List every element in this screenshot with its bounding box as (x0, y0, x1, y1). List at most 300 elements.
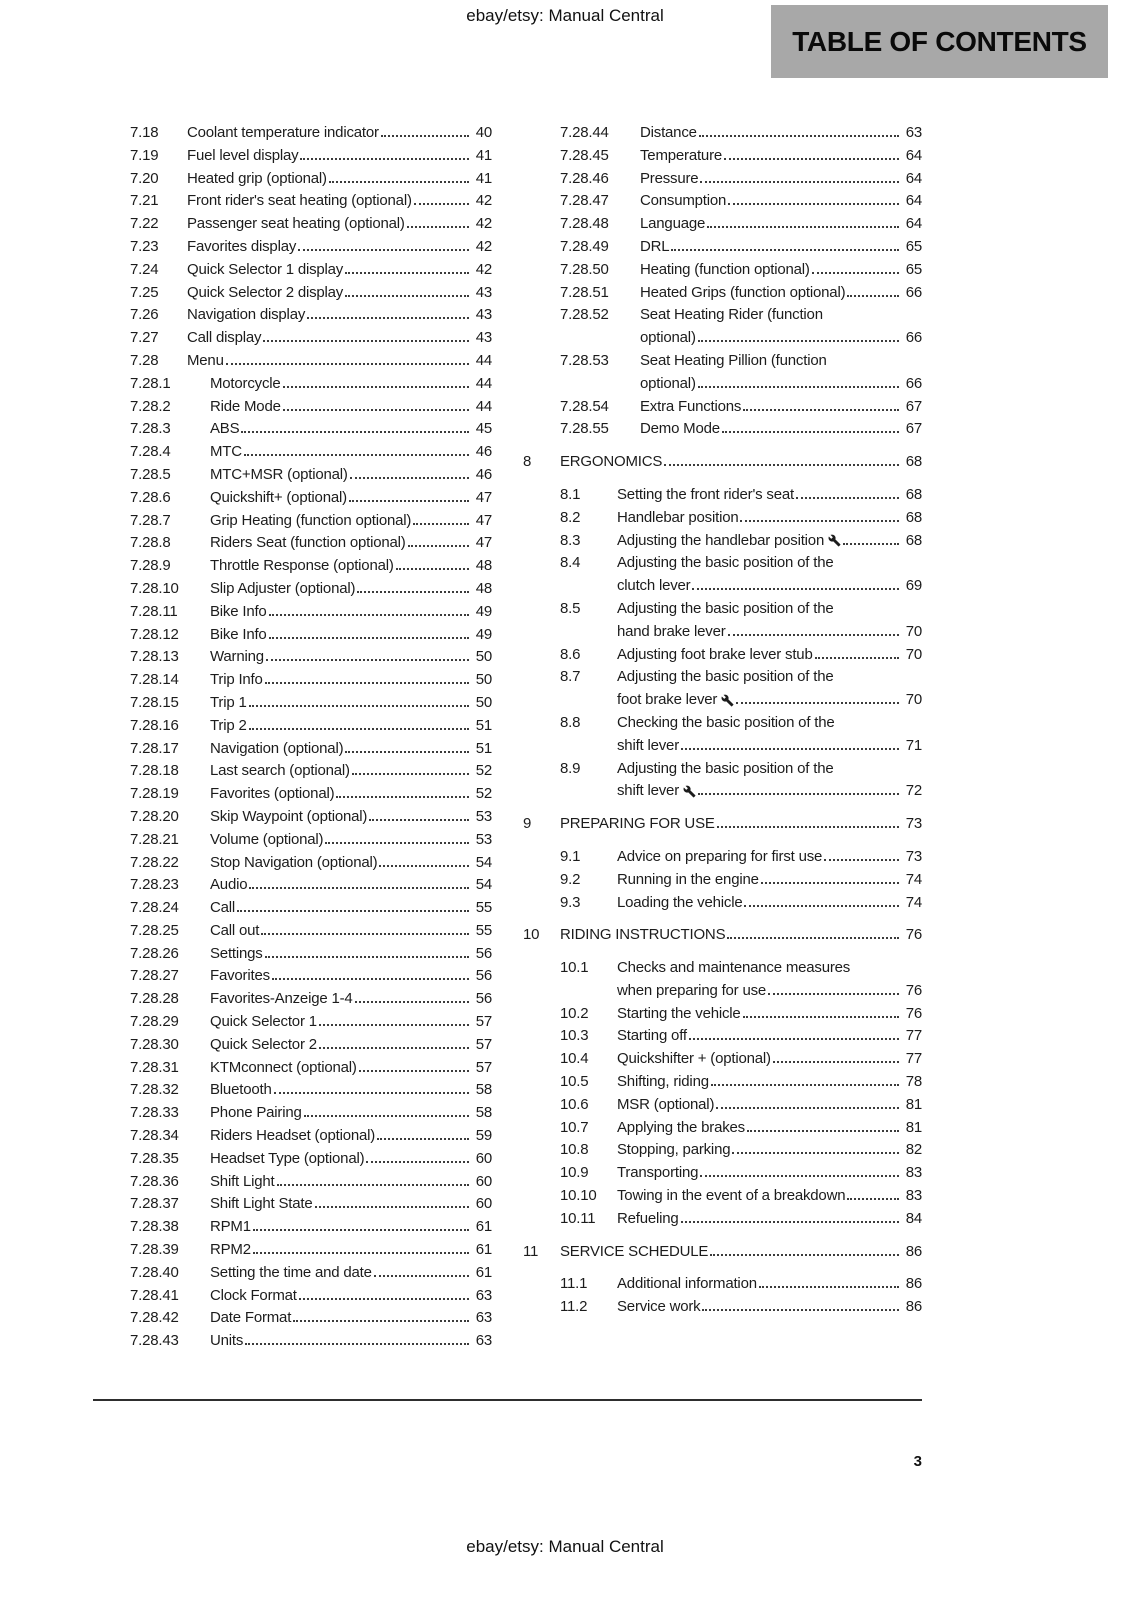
toc-entry-last-line (560, 813, 922, 836)
toc-entry-number: 7.28.32 (130, 1081, 179, 1099)
toc-entry-last-line (210, 1171, 492, 1194)
toc-entry-page: 47 (475, 534, 492, 552)
toc-entry-body (560, 1241, 922, 1264)
toc-entry-page: 49 (475, 625, 492, 643)
toc-entry-last-line (640, 145, 922, 168)
toc-entry (560, 1094, 922, 1117)
toc-entry-number: 7.28 (130, 351, 159, 369)
toc-entry-body (210, 715, 492, 738)
toc-entry (560, 213, 922, 236)
toc-entry-page: 42 (475, 215, 492, 233)
leader-dots (299, 1296, 469, 1300)
toc-entry-title: Running in the engine (617, 870, 759, 888)
toc-entry-number: 7.28.38 (130, 1218, 179, 1236)
leader-dots (847, 293, 899, 297)
toc-entry-number: 7.19 (130, 146, 159, 164)
toc-entry-number: 9 (523, 815, 532, 833)
toc-entry-number: 11.1 (560, 1275, 588, 1293)
toc-entry-body (210, 624, 492, 647)
toc-entry-last-line (617, 1139, 922, 1162)
leader-dots (717, 824, 899, 828)
toc-entry-title-line: Seat Heating Pillion (function (640, 351, 827, 369)
toc-entry-number: 8.3 (560, 531, 581, 549)
toc-entry-number: 7.28.45 (560, 146, 609, 164)
toc-entry-body (210, 373, 492, 396)
leader-dots (824, 857, 899, 861)
toc-entry-title: Navigation (optional) (210, 739, 344, 757)
toc-entry-page: 58 (475, 1104, 492, 1122)
toc-entry-title: SERVICE SCHEDULE (560, 1242, 709, 1260)
toc-entry-last-line (617, 1162, 922, 1185)
toc-entry (130, 1216, 492, 1239)
toc-entry-page: 76 (905, 981, 922, 999)
toc-entry-title: Language (640, 215, 706, 233)
toc-entry-page: 48 (475, 579, 492, 597)
leader-dots (699, 133, 899, 137)
toc-entry-number: 7.28.7 (130, 511, 171, 529)
toc-entry (560, 1025, 922, 1048)
toc-entry-last-line (187, 145, 492, 168)
toc-entry (130, 373, 492, 396)
toc-entry-title: hand brake lever (617, 622, 726, 640)
toc-entry-page: 76 (905, 1004, 922, 1022)
toc-entry-page: 61 (475, 1241, 492, 1259)
toc-entry-number: 11.2 (560, 1298, 588, 1316)
toc-entry-page: 54 (475, 853, 492, 871)
toc-entry-last-line (210, 715, 492, 738)
toc-entry-number: 11 (523, 1242, 539, 1260)
toc-entry (560, 957, 922, 1003)
toc-entry-body (210, 555, 492, 578)
toc-entry-title: Settings (210, 944, 263, 962)
leader-dots (357, 589, 469, 593)
toc-entry-page: 47 (475, 488, 492, 506)
toc-entry-page: 60 (475, 1195, 492, 1213)
toc-entry-body (617, 1117, 922, 1140)
toc-entry-title: Grip Heating (function optional) (210, 511, 412, 529)
toc-entry-last-line (210, 1148, 492, 1171)
leader-dots (736, 700, 899, 704)
toc-entry-last-line (187, 236, 492, 259)
toc-entry-title: Throttle Response (optional) (210, 557, 394, 575)
toc-entry (560, 304, 922, 350)
toc-entry-page: 68 (905, 485, 922, 503)
toc-entry-body (640, 190, 922, 213)
toc-entry-last-line (617, 846, 922, 869)
toc-entry-body (210, 1171, 492, 1194)
leader-dots (407, 224, 469, 228)
toc-entry-body (210, 692, 492, 715)
footer-rule (93, 1399, 922, 1401)
toc-entry-number: 10.9 (560, 1164, 589, 1182)
leader-dots (681, 746, 899, 750)
toc-entry-last-line (210, 1330, 492, 1353)
toc-entry-last-line (617, 575, 922, 598)
toc-entry-last-line (617, 735, 922, 758)
toc-entry (130, 282, 492, 305)
toc-entry-body (617, 846, 922, 869)
toc-entry-last-line (210, 988, 492, 1011)
toc-entry-page: 81 (905, 1118, 922, 1136)
toc-entry-number: 7.28.26 (130, 944, 179, 962)
toc-entry-page: 54 (475, 876, 492, 894)
toc-entry-body (187, 327, 492, 350)
toc-entry-page: 52 (475, 785, 492, 803)
toc-entry (560, 1273, 922, 1296)
toc-entry-page: 47 (475, 511, 492, 529)
leader-dots (249, 885, 469, 889)
toc-entry-last-line (617, 1185, 922, 1208)
toc-entry (130, 418, 492, 441)
toc-entry-body (210, 1216, 492, 1239)
toc-entry-body (640, 145, 922, 168)
toc-entry-last-line (210, 1262, 492, 1285)
toc-entry-title: Favorites-Anzeige 1-4 (210, 990, 353, 1008)
toc-entry-number: 7.28.50 (560, 260, 609, 278)
leader-dots (366, 1159, 469, 1163)
toc-entry-last-line (210, 669, 492, 692)
leader-dots (272, 976, 469, 980)
toc-entry-page: 84 (905, 1209, 922, 1227)
toc-entry-body (617, 552, 922, 598)
toc-entry-last-line (210, 920, 492, 943)
toc-entry-number: 10.6 (560, 1095, 589, 1113)
toc-entry-number: 8.4 (560, 554, 581, 572)
leader-dots (265, 680, 469, 684)
toc-entry-page: 56 (475, 967, 492, 985)
toc-entry-number: 7.28.9 (130, 557, 171, 575)
leader-dots (377, 1136, 469, 1140)
toc-entry-number: 7.28.27 (130, 967, 179, 985)
toc-entry (560, 846, 922, 869)
leader-dots (319, 1022, 469, 1026)
toc-entry (560, 484, 922, 507)
toc-entry-last-line (640, 213, 922, 236)
toc-entry (130, 510, 492, 533)
toc-entry-number: 7.28.6 (130, 488, 171, 506)
toc-entry-last-line (210, 396, 492, 419)
toc-entry-last-line (210, 965, 492, 988)
toc-entry-last-line (187, 213, 492, 236)
toc-entry (130, 122, 492, 145)
toc-entry-title: Menu (187, 351, 224, 369)
toc-entry-number: 7.28.35 (130, 1149, 179, 1167)
toc-entry-body (640, 259, 922, 282)
toc-banner: TABLE OF CONTENTS (771, 5, 1108, 78)
toc-entry-number: 7.28.33 (130, 1104, 179, 1122)
toc-entry (130, 783, 492, 806)
toc-entry-title-line: Adjusting the basic position of the (617, 554, 834, 572)
leader-dots (759, 1284, 899, 1288)
toc-entry-body (210, 1034, 492, 1057)
toc-entry-number: 8.2 (560, 508, 581, 526)
toc-entry (130, 1285, 492, 1308)
toc-entry-page: 66 (905, 374, 922, 392)
leader-dots (349, 498, 469, 502)
toc-entry-page: 41 (475, 146, 492, 164)
toc-entry-title-line: Adjusting the basic position of the (617, 759, 834, 777)
toc-entry-number: 7.28.24 (130, 899, 179, 917)
toc-entry-title: Last search (optional) (210, 762, 350, 780)
toc-entry-number: 7.28.55 (560, 420, 609, 438)
leader-dots (369, 817, 469, 821)
toc-entry-number: 10.4 (560, 1050, 589, 1068)
leader-dots (716, 1105, 899, 1109)
toc-entry (560, 282, 922, 305)
toc-entry-body (210, 829, 492, 852)
leader-dots (283, 384, 469, 388)
toc-entry (560, 1296, 922, 1319)
toc-entry-title: Bike Info (210, 602, 267, 620)
leader-dots (681, 1219, 899, 1223)
toc-entry-body (187, 190, 492, 213)
leader-dots (728, 201, 899, 205)
toc-entry-title: DRL (640, 237, 670, 255)
toc-entry (130, 601, 492, 624)
toc-entry-title: Handlebar position (617, 508, 739, 526)
toc-entry (130, 715, 492, 738)
toc-entry-title: PREPARING FOR USE (560, 815, 715, 833)
toc-entry-page: 64 (905, 192, 922, 210)
toc-entry (130, 1079, 492, 1102)
toc-entry-body (617, 758, 922, 804)
toc-entry-page: 42 (475, 260, 492, 278)
toc-entry-last-line (210, 1034, 492, 1057)
toc-entry-body (210, 1125, 492, 1148)
toc-entry-page: 83 (905, 1164, 922, 1182)
toc-entry-title: Consumption (640, 192, 727, 210)
toc-entry-number: 7.28.43 (130, 1332, 179, 1350)
toc-entry-body (210, 738, 492, 761)
toc-entry (130, 1193, 492, 1216)
toc-entry-title: Call (210, 899, 236, 917)
toc-entry-number: 7.28.20 (130, 807, 179, 825)
toc-columns (93, 122, 922, 1353)
leader-dots (249, 726, 469, 730)
toc-entry-title: Setting the time and date (210, 1263, 372, 1281)
toc-entry-last-line (187, 327, 492, 350)
toc-entry (560, 1117, 922, 1140)
leader-dots (244, 452, 469, 456)
toc-entry-body (640, 282, 922, 305)
toc-entry-last-line (210, 1011, 492, 1034)
toc-entry-body (210, 1079, 492, 1102)
leader-dots (698, 384, 899, 388)
toc-entry-title: Towing in the event of a breakdown (617, 1187, 846, 1205)
leader-dots (698, 338, 899, 342)
toc-entry-title: Shifting, riding (617, 1073, 709, 1091)
toc-entry-page: 41 (475, 169, 492, 187)
toc-entry-body (617, 1025, 922, 1048)
leader-dots (732, 1150, 899, 1154)
toc-entry-last-line (640, 418, 922, 441)
leader-dots (300, 156, 469, 160)
toc-entry-body (210, 1011, 492, 1034)
toc-entry-body (617, 869, 922, 892)
toc-entry-title: RPM1 (210, 1218, 251, 1236)
toc-entry (560, 145, 922, 168)
toc-entry-body (210, 760, 492, 783)
toc-entry-title: Heated grip (optional) (187, 169, 327, 187)
toc-entry-body (617, 957, 922, 1003)
toc-entry-title: RIDING INSTRUCTIONS (560, 926, 726, 944)
toc-entry-body (187, 304, 492, 327)
leader-dots (396, 566, 469, 570)
toc-entry-page: 66 (905, 283, 922, 301)
toc-entry-number: 9.2 (560, 870, 581, 888)
toc-entry-number: 10.8 (560, 1141, 589, 1159)
toc-entry-title: Quick Selector 2 (210, 1035, 317, 1053)
toc-entry-last-line (210, 1079, 492, 1102)
toc-chapter-entry (523, 813, 922, 836)
toc-entry (130, 669, 492, 692)
toc-entry-number: 7.28.22 (130, 853, 179, 871)
toc-entry-body (210, 1148, 492, 1171)
toc-entry-body (617, 1273, 922, 1296)
toc-entry-title: Trip 1 (210, 693, 247, 711)
toc-entry-number: 7.28.10 (130, 579, 179, 597)
leader-dots (698, 791, 899, 795)
toc-entry-page: 86 (905, 1298, 922, 1316)
toc-entry-last-line (210, 1193, 492, 1216)
toc-entry-number: 7.21 (130, 192, 159, 210)
leader-dots (740, 518, 899, 522)
toc-entry-number: 7.28.18 (130, 762, 179, 780)
toc-entry-body (187, 350, 492, 373)
toc-entry-body (210, 510, 492, 533)
toc-entry-title: Demo Mode (640, 420, 720, 438)
toc-entry-body (210, 418, 492, 441)
toc-entry-title: Distance (640, 124, 697, 141)
leader-dots (304, 1113, 469, 1117)
toc-entry-last-line (640, 396, 922, 419)
toc-entry-number: 10.5 (560, 1073, 589, 1091)
toc-entry (130, 1125, 492, 1148)
toc-entry-number: 7.28.4 (130, 443, 171, 461)
toc-entry-page: 50 (475, 648, 492, 666)
toc-entry-number: 7.25 (130, 283, 159, 301)
toc-entry-last-line (617, 869, 922, 892)
toc-entry-last-line (617, 484, 922, 507)
toc-entry-number: 7.28.30 (130, 1035, 179, 1053)
toc-entry-number: 7.28.2 (130, 397, 171, 415)
leader-dots (245, 1341, 469, 1345)
toc-entry-page: 70 (905, 691, 922, 709)
toc-entry-last-line (617, 1003, 922, 1026)
toc-entry-number: 7.28.1 (130, 374, 171, 392)
toc-entry-title: Quickshifter + (optional) (617, 1050, 771, 1068)
toc-entry-body (210, 1239, 492, 1262)
toc-entry-page: 50 (475, 693, 492, 711)
leader-dots (815, 655, 899, 659)
toc-entry-last-line (210, 829, 492, 852)
leader-dots (283, 407, 469, 411)
toc-entry-last-line (560, 1241, 922, 1264)
toc-entry-number: 7.28.3 (130, 420, 171, 438)
toc-entry-body (210, 578, 492, 601)
toc-entry-page: 44 (475, 397, 492, 415)
toc-entry-title: ERGONOMICS (560, 453, 663, 471)
toc-entry (130, 852, 492, 875)
toc-entry-number: 7.22 (130, 215, 159, 233)
toc-entry-last-line (640, 259, 922, 282)
toc-entry-number: 7.28.34 (130, 1127, 179, 1145)
toc-entry-last-line (210, 852, 492, 875)
toc-entry-title: Audio (210, 876, 248, 894)
toc-entry-last-line (187, 282, 492, 305)
leader-dots (269, 612, 469, 616)
toc-entry (560, 666, 922, 712)
toc-entry-body (210, 852, 492, 875)
leader-dots (253, 1250, 469, 1254)
toc-right-column (523, 122, 922, 1353)
toc-entry (560, 1071, 922, 1094)
toc-chapter-entry (523, 924, 922, 947)
toc-entry-page: 52 (475, 762, 492, 780)
leader-dots (671, 247, 899, 251)
toc-entry-number: 7.28.39 (130, 1241, 179, 1259)
toc-entry-page: 64 (905, 215, 922, 233)
toc-entry (560, 396, 922, 419)
toc-entry (130, 213, 492, 236)
toc-entry-page: 71 (905, 736, 922, 754)
leader-dots (345, 270, 469, 274)
toc-entry-number: 7.28.47 (560, 192, 609, 210)
toc-entry-title: RPM2 (210, 1241, 251, 1259)
toc-entry (560, 1003, 922, 1026)
toc-entry-last-line (210, 783, 492, 806)
leader-dots (796, 495, 899, 499)
toc-entry (130, 988, 492, 1011)
leader-dots (722, 429, 899, 433)
toc-entry-number: 7.20 (130, 169, 159, 187)
toc-entry-number: 7.28.23 (130, 876, 179, 894)
leader-dots (325, 840, 469, 844)
toc-entry (130, 806, 492, 829)
toc-entry-number: 9.1 (560, 847, 581, 865)
toc-entry-number: 8 (523, 453, 532, 471)
toc-entry-last-line (640, 236, 922, 259)
toc-entry-title: Adjusting the handlebar position (617, 531, 825, 549)
toc-entry-body (617, 1048, 922, 1071)
toc-entry-body (560, 451, 922, 474)
toc-entry-page: 45 (475, 420, 492, 438)
toc-entry-number: 7.28.54 (560, 397, 609, 415)
leader-dots (374, 1273, 469, 1277)
toc-entry-body (210, 464, 492, 487)
leader-dots (265, 954, 469, 958)
toc-entry-page: 43 (475, 306, 492, 324)
toc-entry (130, 874, 492, 897)
toc-entry-body (640, 168, 922, 191)
leader-dots (727, 935, 899, 939)
toc-entry-page: 77 (905, 1050, 922, 1068)
toc-entry-last-line (617, 689, 922, 712)
toc-entry-page: 56 (475, 990, 492, 1008)
toc-entry-page: 46 (475, 465, 492, 483)
toc-entry-page: 66 (905, 329, 922, 347)
leader-dots (359, 1068, 469, 1072)
toc-entry-title: MTC (210, 443, 242, 461)
toc-entry-body (617, 1162, 922, 1185)
toc-entry-page: 43 (475, 329, 492, 347)
toc-entry-page: 48 (475, 557, 492, 575)
toc-entry-body (617, 1071, 922, 1094)
toc-entry-title: Skip Waypoint (optional) (210, 807, 368, 825)
leader-dots (773, 1059, 899, 1063)
toc-entry-body (640, 304, 922, 350)
leader-dots (253, 1227, 469, 1231)
